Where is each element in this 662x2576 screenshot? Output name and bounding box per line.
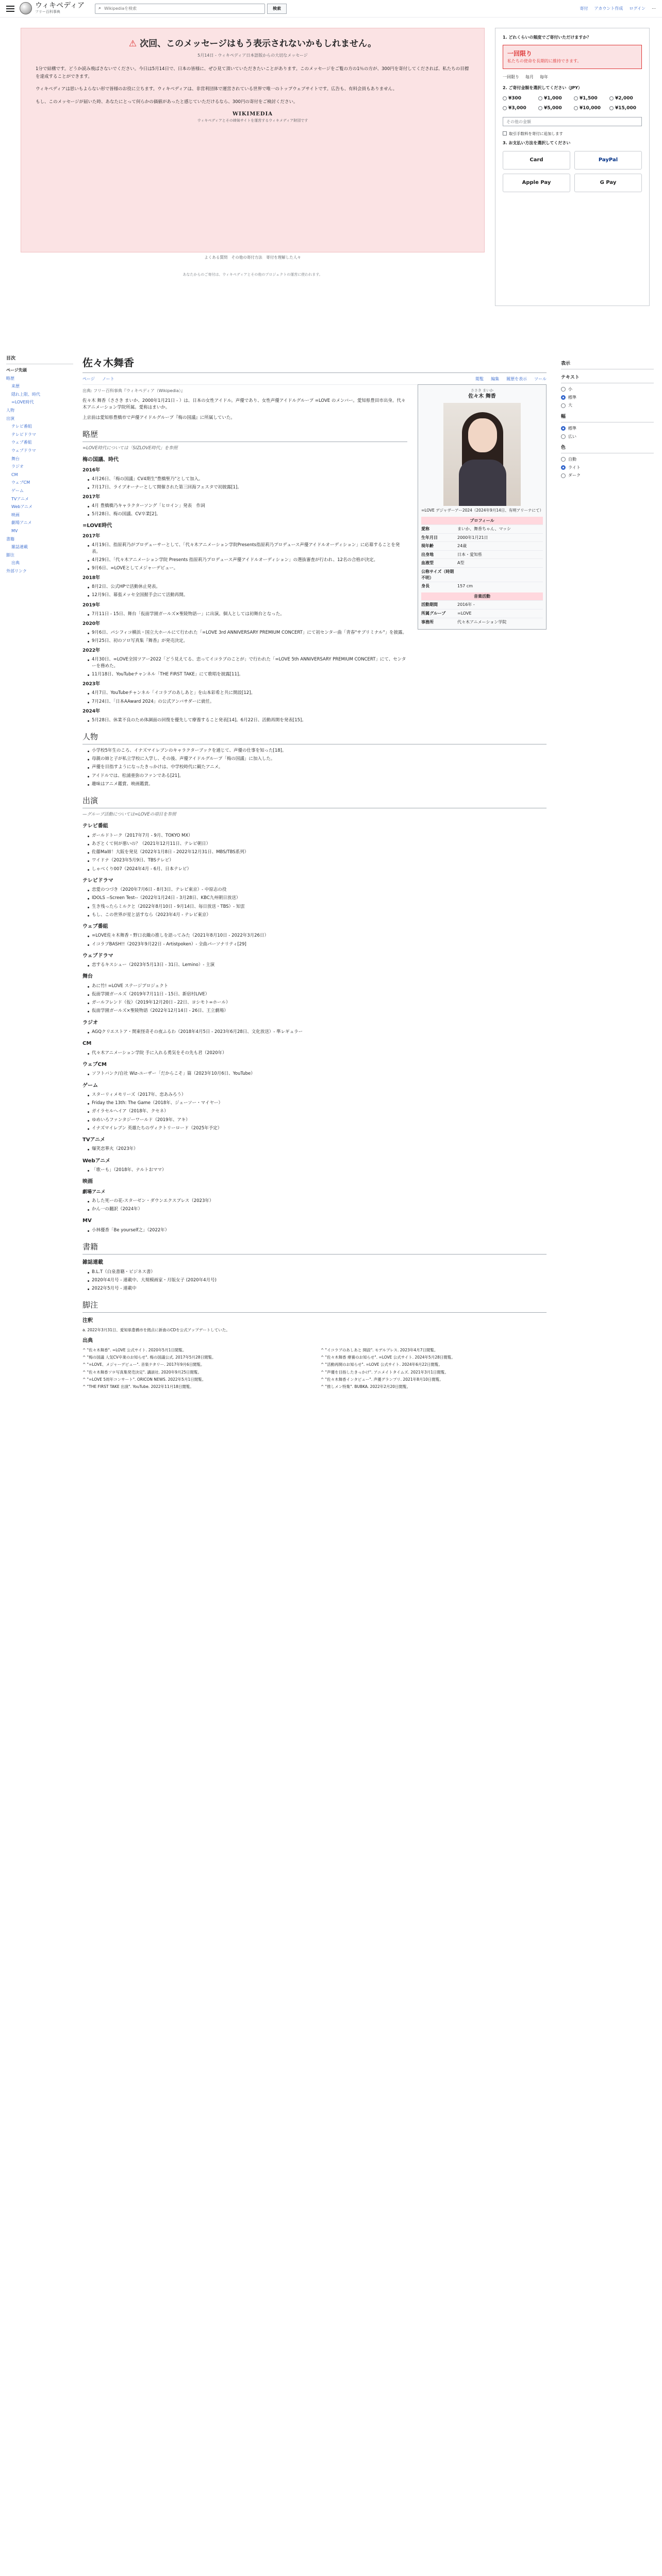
google-pay-button[interactable]: G Pay bbox=[574, 174, 642, 192]
list-item: 小学校5年生のころ、イナズマイレブンのキャラクターブックを通じて、声優の仕事を知った[18]。 bbox=[88, 748, 547, 754]
list-item: 5月28日、休業不良のため体調面の回復を優先して療養すること発表[14]。6月22日、活動再開を発表[15]。 bbox=[88, 717, 407, 724]
tv-list bbox=[82, 833, 547, 873]
photo-caption: =LOVE デジャヴーアー2024（2024年9月14日、有明アリーナにて） bbox=[421, 507, 544, 513]
list-item: あに竹! =LOVE ステージプロジェクト bbox=[88, 983, 547, 990]
toc-item[interactable]: ゲーム bbox=[11, 488, 24, 493]
infobox-reading: ささき まいか bbox=[470, 388, 494, 393]
event-list bbox=[82, 503, 407, 518]
list-item: 4月 豊橋橋乃キャラクターソング「ヒロイン」発表 作詞 bbox=[88, 503, 407, 510]
tab-history[interactable]: 履歴を表示 bbox=[506, 377, 527, 381]
list-item: 8月2日、公式HPで活動休止発表。 bbox=[88, 584, 407, 590]
width-wide[interactable]: 広い bbox=[561, 434, 654, 440]
list-item: 趣味はアニメ鑑賞、映画鑑賞。 bbox=[88, 781, 547, 788]
subsection-heading: 舞台 bbox=[82, 974, 93, 980]
year-heading: 2016年 bbox=[82, 467, 101, 473]
event-list bbox=[82, 656, 407, 679]
donate-link[interactable]: 寄付 bbox=[580, 6, 588, 11]
text-size-standard[interactable]: 標準 bbox=[561, 395, 654, 401]
appearance-panel bbox=[561, 355, 654, 481]
subsection-heading: CM bbox=[82, 1041, 92, 1047]
subsection-heading: TVアニメ bbox=[82, 1137, 106, 1143]
other-amount-input[interactable]: その他の金額 bbox=[503, 117, 642, 126]
toc-item[interactable]: ウェブCM bbox=[11, 480, 30, 485]
amount-option[interactable]: ¥15,000 bbox=[609, 105, 642, 112]
wikimedia-logo: WIKIMEDIA ウィキペディアとその姉妹サイトを運営するウィキメディア財団です bbox=[197, 111, 308, 123]
subsection-heading: ウェブCM bbox=[82, 1061, 107, 1067]
donation-form bbox=[495, 28, 650, 306]
article-body bbox=[82, 398, 407, 724]
portrait-photo[interactable] bbox=[443, 403, 521, 506]
freq-monthly[interactable]: 毎月 bbox=[525, 74, 534, 79]
banner-title: ⚠ 次回、このメッセージはもう表示されないかもしれません。 bbox=[128, 39, 377, 49]
list-item: 11月18日、YouTubeチャンネル「THE FIRST TAKE」にて歌唱を披露[11]。 bbox=[88, 671, 407, 678]
amount-option[interactable]: ¥3,000 bbox=[503, 105, 535, 112]
search-button[interactable]: 検索 bbox=[267, 4, 287, 14]
infobox-name: 佐々木 舞香 bbox=[468, 394, 496, 400]
infobox-row: 事務所 代々木アニメーション学院 bbox=[421, 618, 543, 626]
appearance-title: 表示 bbox=[561, 361, 654, 369]
amount-option[interactable]: ¥2,000 bbox=[609, 95, 642, 102]
amount-options bbox=[503, 95, 642, 112]
toc-item[interactable]: 書籍 bbox=[6, 536, 14, 541]
infobox-row: 血液型 A型 bbox=[421, 558, 543, 567]
info-icon: ⚠ bbox=[128, 39, 140, 49]
webcm-list bbox=[82, 1071, 547, 1077]
list-item: 4月19日、指原莉乃がプロデューサーとして、「代々木アニメーション学院Presents指原莉乃プロデュース声優アイドルオーディション」に応募することを発表。 bbox=[88, 542, 407, 555]
list-item: B.L.T（白泉書籍・ビジネス書） bbox=[88, 1269, 547, 1276]
frequency-question: 1. どれくらいの頻度でご寄付いただけますか？ bbox=[503, 35, 591, 40]
list-item: 恋するキスシュー（2023年5月13日 - 31日、Lemino）- 主演 bbox=[88, 962, 547, 969]
list-item: 9月25日、初のソロ写真集『舞香』が発売決定。 bbox=[88, 638, 407, 645]
hatnote: =LOVE時代については「SIZLOVE時代」を参照 bbox=[82, 445, 178, 451]
list-item: 9月6日、パシフィコ横浜・国立大ホールにて行われた「=LOVE 3rd ANNIVERSARY PREMIUM CONCERT」にて初センター曲「青春"サブリミナル"」を披露。 bbox=[88, 630, 407, 636]
list-item: あした死ーの花-スターゼン・ダウンエクスプレス（2023年） bbox=[88, 1198, 547, 1205]
list-item: 佐藤Ma姉！大阪を発見（2022年1月8日 - 2022年12月31日、MBS/TBS系列） bbox=[88, 849, 547, 856]
toc-item[interactable]: ラジオ bbox=[11, 464, 24, 469]
cm-list bbox=[82, 1050, 547, 1057]
list-item: アイドルでは、松浦亜弥のファンである[21]。 bbox=[88, 773, 547, 779]
list-item: 4月29日、「代々木アニメーション学院 Presents 指原莉乃プロデュース声優アイドルオーディション」の選抜審査が行われ、12名の合格が決定。 bbox=[88, 557, 407, 564]
list-item: ゆめいろファンタジーワールド（2019年、アキ） bbox=[88, 1117, 547, 1124]
amount-option[interactable]: ¥1,000 bbox=[538, 95, 571, 102]
list-item: 「歌ーも」（2018年、ナルトおママ） bbox=[88, 1167, 547, 1174]
toc-item[interactable]: テレビドラマ bbox=[11, 432, 36, 437]
list-item: 4月26日、「梅の国議」CV4期生"豊橋聖乃"として加入。 bbox=[88, 476, 407, 483]
list-item: 2020年4月号 - 連載中、大規模画家・月版女子 (2020年4月号) bbox=[88, 1277, 547, 1284]
reference-item[interactable]: ^ "=LOVE 5周年コンサート". ORICON NEWS. 2022年5月1日閲覧。 bbox=[82, 1377, 206, 1382]
section-heading: 略歴 bbox=[82, 429, 407, 442]
section-heading: 脚注 bbox=[82, 1299, 547, 1313]
list-item: 代々木アニメーション学院 手に入れる勇気をその先も君（2020年） bbox=[88, 1050, 547, 1057]
event-list bbox=[82, 717, 407, 724]
amount-option[interactable]: ¥10,000 bbox=[574, 105, 606, 112]
site-header bbox=[0, 0, 662, 18]
globe-icon bbox=[20, 2, 32, 14]
infobox-row: 所属グループ =LOVE bbox=[421, 609, 543, 618]
year-heading: 2017年 bbox=[82, 494, 101, 500]
tab-edit[interactable]: 編集 bbox=[491, 377, 500, 381]
list-item: 7月11日 - 15日、舞台「仮面学園ガールズ×聖陵物語ー」に出演。個人としては初舞台となった。 bbox=[88, 611, 407, 618]
toc-item[interactable]: TVアニメ bbox=[11, 496, 29, 501]
toc-item[interactable]: 略歴 bbox=[6, 376, 14, 381]
subsection-heading: テレビドラマ bbox=[82, 877, 113, 884]
site-name: ウィキペディア bbox=[35, 2, 85, 10]
create-account-link[interactable]: アカウント作成 bbox=[594, 6, 623, 11]
toc-item[interactable]: ウェブ番組 bbox=[11, 440, 32, 445]
infobox-row: 出身地 日本・愛知県 bbox=[421, 550, 543, 559]
mv-list bbox=[82, 1227, 547, 1234]
drama-list bbox=[82, 887, 547, 919]
freq-once[interactable]: 一回限り bbox=[503, 74, 519, 79]
color-dark[interactable]: ダーク bbox=[561, 472, 654, 479]
text-size-large[interactable]: 大 bbox=[561, 402, 654, 409]
movie-list bbox=[82, 1198, 547, 1213]
list-item: ガイラセルヘイア（2018年、クセネ） bbox=[88, 1108, 547, 1115]
toc-item[interactable]: 脚注 bbox=[6, 552, 14, 557]
amount-option[interactable]: ¥1,500 bbox=[574, 95, 606, 102]
event-list bbox=[82, 630, 407, 645]
amount-question: 2. ご寄付金額を選択してください（JPY） bbox=[503, 86, 583, 91]
toc-title: 目次 bbox=[6, 355, 73, 364]
hatnote: —グループ活動については=LOVEの項目を参照 bbox=[82, 812, 176, 818]
toc-item[interactable]: 外部リンク bbox=[6, 568, 27, 573]
user-links bbox=[580, 6, 656, 12]
color-auto[interactable]: 自動 bbox=[561, 456, 654, 463]
reference-item[interactable]: ^ "声優を目指したきっかけ". アニメイトタイムズ. 2021年3月1日閲覧。 bbox=[321, 1369, 449, 1375]
stage-list bbox=[82, 983, 547, 1015]
list-item: 7月24日、「日本AAward 2024」の公式アンバサダーに就任。 bbox=[88, 699, 407, 705]
payment-question: 3. お支払い方法を選択してください bbox=[503, 140, 571, 145]
toc-item[interactable]: 映画 bbox=[11, 512, 20, 517]
more-icon[interactable]: ⋯ bbox=[652, 6, 656, 11]
list-item: 母親の姉と子が私立学校に入学し、その後、声優アイドルグループ「梅の国議」に加入した。 bbox=[88, 756, 547, 762]
login-link[interactable]: ログイン bbox=[629, 6, 646, 11]
section-heading: 書籍 bbox=[82, 1241, 547, 1255]
toc-item[interactable]: 来歴 bbox=[11, 384, 20, 389]
search-input[interactable] bbox=[104, 6, 261, 11]
game-list bbox=[82, 1092, 547, 1132]
list-item: 声優を目指すようになったきっかけは、中学校時代に観たアニメ。 bbox=[88, 764, 547, 771]
event-list bbox=[82, 542, 407, 572]
reference-item[interactable]: ^ "THE FIRST TAKE 出演". YouTube. 2022年11月18日閲覧。 bbox=[82, 1384, 194, 1389]
paypal-button[interactable]: PayPal bbox=[574, 151, 642, 170]
toc-item[interactable]: テレビ番組 bbox=[11, 424, 32, 429]
list-item: 4月30日、=LOVE全国ツアー2022「どう見えてる、恋ってイコラブのことが」で行われた「=LOVE 5th ANNIVERSARY PREMIUM CONCERT」にて、センターを務めた。 bbox=[88, 656, 407, 670]
main-menu-icon[interactable] bbox=[6, 6, 14, 12]
article-source: 出典: フリー百科事典『ウィキペディア（Wikipedia）』 bbox=[82, 388, 185, 393]
infobox-section: 音楽活動 bbox=[421, 592, 543, 601]
freq-yearly[interactable]: 毎年 bbox=[540, 74, 548, 79]
color-light[interactable]: ライト bbox=[561, 465, 654, 471]
width-standard[interactable]: 標準 bbox=[561, 426, 654, 432]
search-box[interactable] bbox=[95, 4, 265, 14]
infobox-row: 公称サイズ（時期不明） bbox=[421, 567, 543, 582]
list-item: =LOVE佐々木舞香・野口衣織の推しを語ってみた（2021年8月10日 - 2022年3月26日） bbox=[88, 933, 547, 939]
list-item: ソフトバンク/自社 Wiz-ユーザー「だからこそ」篇（2023年10月6日、YouTube） bbox=[88, 1071, 547, 1077]
list-item: 9月6日、=LOVEとしてメジャーデビュー。 bbox=[88, 565, 407, 572]
note-item: a. 2022年3月31日、愛知県豊橋市を拠点に新曲のCDを公式アップデートしていた。 bbox=[82, 1327, 230, 1332]
subsection-heading: ラジオ bbox=[82, 1020, 98, 1026]
list-item: ガールフレンド（仮）（2019年12月20日 - 22日、ヨシモト∞ホール） bbox=[88, 999, 547, 1006]
magazine-list bbox=[82, 1269, 547, 1293]
toc-item[interactable]: 舞台 bbox=[11, 456, 20, 461]
subsection-heading: MV bbox=[82, 1218, 92, 1224]
list-item: ガールドトーク（2017年7月 - 9月、TOKYO MX） bbox=[88, 833, 547, 839]
banner-links[interactable]: よくある質問 その他の寄付方法 寄付を理解した人々 bbox=[204, 255, 301, 260]
wikipedia-logo[interactable] bbox=[20, 2, 85, 14]
card-button[interactable]: Card bbox=[503, 151, 570, 170]
fundraising-banner bbox=[0, 21, 662, 350]
toc-item[interactable]: 劇場アニメ bbox=[11, 520, 32, 526]
payment-methods bbox=[503, 151, 642, 192]
list-item: しゃべくり007（2024年4月 - 6月、日本テレビ） bbox=[88, 866, 547, 873]
reference-item[interactable]: ^ "佐々木舞香インタビュー". 声優グランプリ. 2021年8月10日閲覧。 bbox=[321, 1377, 443, 1382]
list-item: 生き残ったらミルクと（2022年8月10日 - 9月14日、毎日放送・TBS）- 知雲 bbox=[88, 904, 547, 910]
infobox-row: 生年月日 2000年1月21日 bbox=[421, 533, 543, 542]
subsection-heading: 映画 bbox=[82, 1179, 93, 1185]
apple-pay-button[interactable]: Apple Pay bbox=[503, 174, 570, 192]
banner-paragraph: ウィキペディアは思いもよらない形で皆様のお役に立ちます。ウィキペディアは、非営利団体で運営されている世界で唯一のトップウェブサイトです。広告も、有料会員もありません。 bbox=[36, 87, 398, 92]
event-list bbox=[82, 584, 407, 599]
article-body-wide bbox=[82, 731, 547, 1392]
list-item: 2022年5月号 - 連載中 bbox=[88, 1285, 547, 1292]
list-item: 恋愛のつづき（2020年7月6日 - 8月3日、テレビ東京）- 中原志の役 bbox=[88, 887, 547, 893]
list-item: スターリィメモリーズ（2017年、恋あみろう） bbox=[88, 1092, 547, 1098]
toc-item[interactable]: Webアニメ bbox=[11, 504, 33, 510]
list-item: もし、この世界が星と話すなら（2023年4月 - テレビ東京） bbox=[88, 912, 547, 919]
tv-anime-list bbox=[82, 1146, 547, 1153]
reference-item[interactable]: ^ "佐々木舞香 療養のお知らせ". =LOVE 公式サイト. 2024年5月28日閲覧。 bbox=[321, 1355, 455, 1360]
year-heading: 2024年 bbox=[82, 708, 101, 714]
list-item: あざとくて何が悪いの？（2021年12月11日、テレビ朝日） bbox=[88, 841, 547, 848]
infobox-row: 身長 157 cm bbox=[421, 582, 543, 590]
subsection-heading: ゲーム bbox=[82, 1082, 98, 1089]
toc-item[interactable]: ページ先頭 bbox=[6, 368, 27, 373]
reference-item[interactable]: ^ "佐々木舞香ソロ写真集発売決定". 講談社. 2020年9月25日閲覧。 bbox=[82, 1369, 202, 1375]
webdrama-list bbox=[82, 962, 547, 969]
text-size-title: テキスト bbox=[561, 375, 654, 383]
year-heading: 2019年 bbox=[82, 602, 101, 608]
toc-item[interactable]: 隠れ上限、時代 bbox=[11, 392, 40, 397]
list-item: Friday the 13th: The Game（2018年、ジェーソー・マイヤー） bbox=[88, 1100, 547, 1107]
subsection-heading: 雑誌連載 bbox=[82, 1260, 103, 1266]
tab-tools[interactable]: ツール bbox=[534, 377, 547, 381]
subsection-heading: ウェブ番組 bbox=[82, 923, 108, 929]
toc-item[interactable]: 雑誌連載 bbox=[11, 545, 28, 550]
subsection-heading: Webアニメ bbox=[82, 1158, 111, 1164]
article bbox=[82, 355, 547, 1391]
list-item: 7月17日、ライブオーナーとして開催された第三回海フェスタで初披露[1]。 bbox=[88, 484, 407, 491]
infobox bbox=[418, 384, 547, 630]
search-icon: ⌕ bbox=[98, 5, 102, 11]
event-list bbox=[82, 476, 407, 491]
web-list bbox=[82, 933, 547, 947]
subsection-heading: =LOVE時代 bbox=[82, 523, 112, 529]
subsection-heading: 注釈 bbox=[82, 1318, 93, 1324]
reference-item[interactable]: ^ "=LOVE、メジャーデビュー". 音楽ナタリー. 2017年9月6日閲覧。 bbox=[82, 1362, 205, 1367]
amount-option[interactable]: ¥300 bbox=[503, 95, 535, 102]
banner-paragraph: 1分で結構です。どうか読み飛ばさないでください。今日は5月14日で、日本の皆様に、ぜひ見て頂いていただきたいことがあります。このメッセージをご覧の方の1％の方が、300円を寄付してくだされば、私たちの目標を達成することができます。 bbox=[36, 66, 469, 79]
banner-paragraph: もし、このメッセージが届いた時、あなたにとって何らかの価値があったと感じていただけるなら、300円の寄付をご検討ください。 bbox=[36, 99, 298, 105]
fee-checkbox[interactable]: 取引手数料を寄付に追加します bbox=[503, 131, 642, 137]
infobox-row: 愛称 まいか、舞香ちゃん、マッシ bbox=[421, 524, 543, 533]
radio-list bbox=[82, 1029, 547, 1036]
reference-item[interactable]: ^ "梅の国議 人気CV卒業のお知らせ". 梅の国議公式. 2017年5月28日閲覧。 bbox=[82, 1355, 216, 1360]
banner-fineprint: あなたからのご寄付は、ウィキペディアとその他のプロジェクトの運営に使われます。 bbox=[183, 273, 323, 277]
section-heading: 人物 bbox=[82, 731, 547, 744]
lead-paragraph: 上京前は愛知県豊橋市で声優アイドルグループ『梅の国議』に所属していた。 bbox=[82, 415, 235, 420]
toc-item[interactable]: CM bbox=[11, 472, 18, 477]
toc-item[interactable]: 出典 bbox=[11, 561, 20, 566]
list-item: 仮面学園ガールズ×聖陵物語（2022年12月14日 - 26日、王立劇場） bbox=[88, 1008, 547, 1014]
year-heading: 2022年 bbox=[82, 648, 101, 653]
amount-option[interactable]: ¥5,000 bbox=[538, 105, 571, 112]
web-anime-list bbox=[82, 1167, 547, 1174]
reference-list bbox=[82, 1347, 547, 1392]
list-item: AGQクリエストア・関東怪奇その夜ふるわ（2018年4月5日 - 2023年6月28日、文化放送）- 準レギュラー bbox=[88, 1029, 547, 1036]
list-item: 5月28日、梅の国議、CV卒業[2]。 bbox=[88, 511, 407, 518]
table-of-contents bbox=[6, 355, 73, 575]
list-item: 仮面学園ガールズ（2019年7月11日 - 15日、新宿村LIVE） bbox=[88, 991, 547, 998]
year-heading: 2017年 bbox=[82, 533, 101, 539]
list-item: イナズマイレブン 英雄たちのヴィクトリーロード（2025年予定） bbox=[88, 1125, 547, 1132]
toc-item[interactable]: MV bbox=[11, 528, 18, 533]
reference-item[interactable]: ^ "佐々木舞香". =LOVE 公式サイト. 2020年5月1日閲覧。 bbox=[82, 1347, 187, 1352]
text-size-small[interactable]: 小 bbox=[561, 386, 654, 393]
banner-message bbox=[21, 28, 485, 252]
event-list bbox=[82, 690, 407, 705]
list-item: 12月9日、幕張メッセ全国握手会にて活動再開。 bbox=[88, 592, 407, 599]
toc-item[interactable]: =LOVE時代 bbox=[11, 400, 34, 405]
tab-talk[interactable]: ノート bbox=[102, 377, 114, 381]
banner-subtitle: 5月14日 - ウィキペディア日本語版からの大切なメッセージ bbox=[197, 53, 308, 58]
reference-item[interactable]: ^ "推しメン特集". BUBKA. 2022年2月20日閲覧。 bbox=[321, 1384, 411, 1389]
person-list bbox=[82, 748, 547, 788]
subsection-heading: 梅の国議、時代 bbox=[82, 457, 119, 463]
list-item: 4月7日、YouTubeチャンネル「イコラブのあしあと」を山本彩希と共に開設[12]。 bbox=[88, 690, 407, 697]
frequency-options bbox=[503, 74, 642, 80]
frequency-selected[interactable]: 一回限り 私たちの使命を長期的に維持できます。 bbox=[503, 45, 642, 69]
list-item: IDOLS --Screen Test--（2022年1月24日 - 3月28日、KBC九州朝日放送） bbox=[88, 895, 547, 902]
tab-read[interactable]: 閲覧 bbox=[475, 377, 484, 381]
infobox-section: プロフィール bbox=[421, 517, 543, 525]
list-item: 小林優香「Be yourself之」（2022年） bbox=[88, 1227, 547, 1234]
infobox-row: 活動期間 2016年 - bbox=[421, 600, 543, 609]
year-heading: 2018年 bbox=[82, 575, 101, 581]
tab-page[interactable]: ページ bbox=[82, 377, 95, 381]
site-tagline: フリー百科事典 bbox=[35, 10, 60, 14]
list-item: 爆笑恋華火（2023年） bbox=[88, 1146, 547, 1153]
page-title: 佐々木舞香 bbox=[82, 355, 547, 373]
lead-paragraph: 佐々木 舞香（ささき まいか、2000年1月21日 - ）は、日本の女性アイドル。声優であり、女性声優アイドルグループ =LOVE のメンバー。愛知県豊田市出身。代々木アニメーション学院所属。愛称はまいか。 bbox=[82, 398, 406, 411]
toc-item[interactable]: 出演 bbox=[6, 416, 14, 421]
reference-item[interactable]: ^ "イコラブのあしあと 開設". モデルプレス. 2023年4月7日閲覧。 bbox=[321, 1347, 438, 1352]
subsection-heading: テレビ番組 bbox=[82, 823, 108, 829]
list-item: イコラブBASH!!（2023年9月22日 - Artistpoken）- 全曲パーソナリティ[29] bbox=[88, 941, 547, 948]
subsection-heading: 出典 bbox=[82, 1338, 93, 1344]
subsubsection-heading: 劇場アニメ bbox=[82, 1189, 106, 1195]
page-tabs bbox=[82, 376, 547, 385]
event-list bbox=[82, 611, 407, 618]
year-heading: 2020年 bbox=[82, 621, 101, 626]
color-title: 色 bbox=[561, 445, 654, 453]
toc-item[interactable]: ウェブドラマ bbox=[11, 448, 36, 453]
year-heading: 2023年 bbox=[82, 682, 101, 687]
reference-item[interactable]: ^ "活動再開のお知らせ". =LOVE 公式サイト. 2024年6月22日閲覧。 bbox=[321, 1362, 442, 1367]
toc-item[interactable]: 人物 bbox=[6, 408, 14, 413]
infobox-row: 現年齢 24歳 bbox=[421, 541, 543, 550]
list-item: かん一の翻訳（2024年） bbox=[88, 1206, 547, 1213]
subsection-heading: ウェブドラマ bbox=[82, 953, 113, 959]
list-item: ワイドナ（2023年5月9日、TBSテレビ） bbox=[88, 857, 547, 864]
width-title: 幅 bbox=[561, 414, 654, 422]
section-heading: 出演 bbox=[82, 795, 547, 808]
